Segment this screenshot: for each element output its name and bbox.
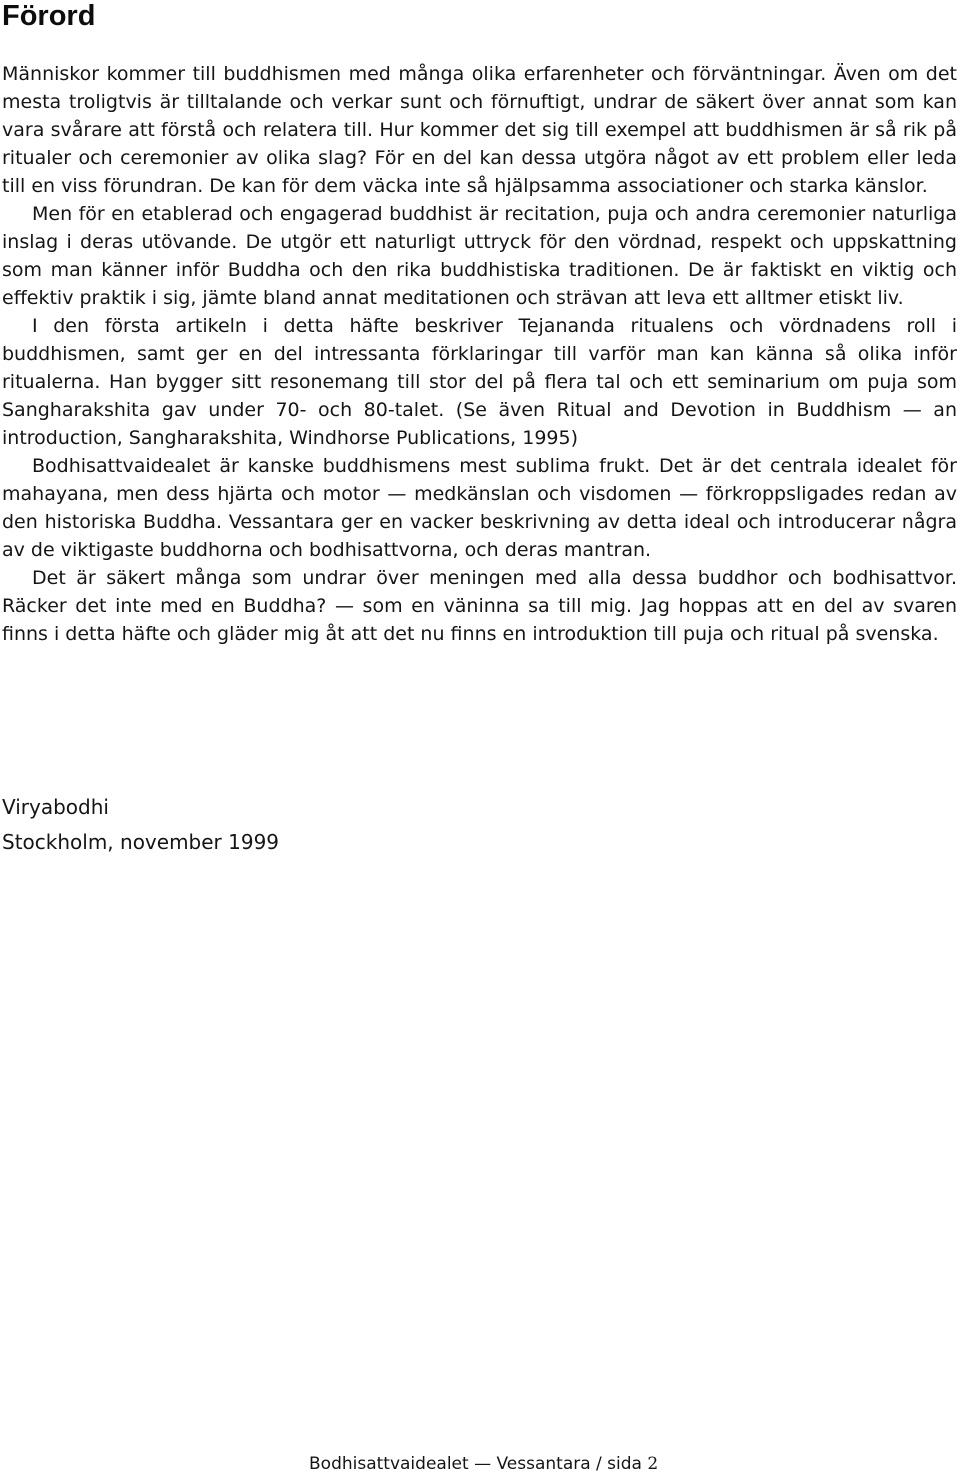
paragraph-first-article: I den första artikeln i detta häfte beskriver Tejananda ritualens och vördnadens roll i buddhismen, samt ger en del intressanta förklaringar till varför man kan känna så olika inför ritualerna. Han bygger sitt resonemang till stor del på flera tal och ett seminarium om puja som Sangharakshita gav under 70- och 80-talet. (Se även Ritual and Devotion in Buddhism — an introduction, Sangharakshita, Windhorse Publications, 1995) — [2, 315, 957, 449]
page-number: 2 — [647, 1454, 659, 1474]
body-text — [2, 60, 957, 648]
paragraph-bodhisattva-ideal: Bodhisattvaidealet är kanske buddhismens mest sublima frukt. Det är det centrala idealet för mahayana, men dess hjärta och motor — medkänslan och visdomen — förkroppsligades redan av den historiska Buddha. Vessantara ger en vacker beskrivning av detta ideal och introducerar några av de viktigaste buddhorna och bodhisattvorna, och deras mantran. — [2, 455, 957, 561]
signature-block — [2, 793, 279, 856]
paragraph-established-buddhist: Men för en etablerad och engagerad buddhist är recitation, puja och andra ceremonier naturliga inslag i deras utövande. De utgör ett naturligt uttryck för den vördnad, respekt och uppskattning som man känner inför Buddha och den rika buddhistiska traditionen. De är faktiskt en viktig och effektiv praktik i sig, jämte bland annat meditationen och strävan att leva ett alltmer etiskt liv. — [2, 203, 957, 309]
signature-place-date: Stockholm, november 1999 — [2, 830, 280, 854]
signature-name: Viryabodhi — [2, 795, 109, 819]
footer-text: Bodhisattvaidealet — Vessantara / sida — [309, 1454, 642, 1474]
paragraph-intro: Människor kommer till buddhismen med många olika erfarenheter och förväntningar. Även om det mesta troligtvis är tilltalande och verkar sunt och förnuftigt, undrar de säkert över annat som kan vara svårare att förstå och relatera till. Hur kommer det sig till exempel att buddhismen är så rik på ritualer och ceremonier av olika slag? För en del kan dessa utgöra något av ett problem eller leda till en viss förundran. De kan för dem väcka inte så hjälpsamma associationer och starka känslor. — [2, 63, 957, 197]
page-footer — [309, 1452, 658, 1476]
paragraph-closing: Det är säkert många som undrar över meningen med alla dessa buddhor och bodhisattvor. Räcker det inte med en Buddha? — som en väninna sa till mig. Jag hoppas att en del av svaren finns i detta häfte och gläder mig åt att det nu finns en introduktion till puja och ritual på svenska. — [2, 567, 957, 645]
page-title: Förord — [2, 0, 96, 32]
